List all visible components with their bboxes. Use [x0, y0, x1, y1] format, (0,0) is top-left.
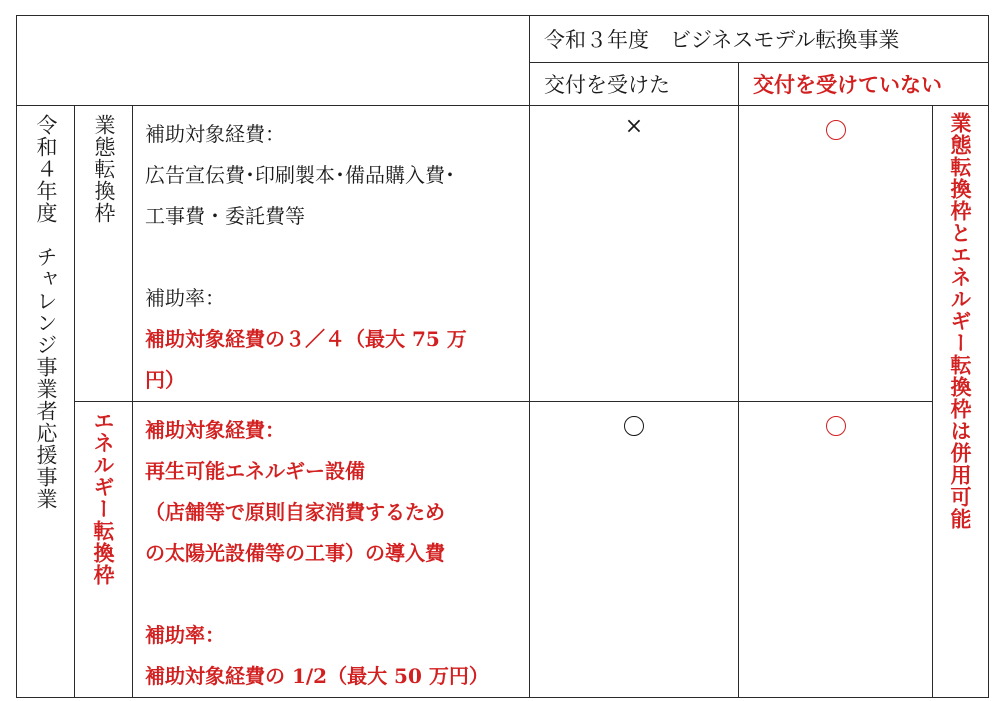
- received-mark-cell-2: [530, 402, 739, 698]
- content-cell-2: [133, 402, 530, 698]
- side-note: 業態転換枠とエネルギー転換枠は併用可能: [948, 112, 974, 530]
- received-header-cell: [530, 63, 739, 106]
- expense-detail: 広告宣伝費･印刷製本･備品購入費･: [145, 163, 455, 187]
- circle-mark: [826, 416, 846, 436]
- circle-mark: [624, 416, 644, 436]
- expense-detail: の太陽光設備等の工事）の導入費: [145, 541, 445, 565]
- received-mark-cell-1: [530, 106, 739, 402]
- spacer-line: [145, 574, 519, 615]
- not-received-mark-cell-2: [739, 402, 933, 698]
- header-empty-cell: [17, 16, 530, 106]
- expense-label: 補助対象経費：: [145, 122, 285, 146]
- not-received-header: 交付を受けていない: [753, 72, 943, 97]
- not-received-header-cell: [739, 63, 989, 106]
- not-received-mark-cell-1: [739, 106, 933, 402]
- comparison-table: [16, 15, 989, 698]
- received-header: 交付を受けた: [544, 73, 671, 97]
- category-cell-2: [75, 402, 133, 698]
- program-title: 令和３年度 ビジネスモデル転換事業: [544, 28, 900, 52]
- expense-detail: 再生可能エネルギー設備: [145, 459, 365, 483]
- category-label-business-conversion: 業態転換枠: [92, 114, 116, 224]
- category-cell-1: [75, 106, 133, 402]
- side-note-cell: [933, 106, 989, 698]
- spacer-line: [145, 237, 519, 278]
- rate-label: 補助率：: [145, 623, 225, 647]
- expense-detail: 工事費・委託費等: [145, 204, 305, 228]
- rate-detail: 補助対象経費の３／４（最大 75 万: [145, 327, 467, 351]
- expense-detail: （店舗等で原則自家消費するため: [145, 500, 445, 524]
- program-label-cell: [17, 106, 75, 698]
- rate-detail: 補助対象経費の 1/2（最大 50 万円）: [145, 664, 489, 688]
- expense-label: 補助対象経費：: [145, 418, 285, 442]
- program-label: 令和４年度 チャレンジ事業者応援事業: [34, 114, 58, 510]
- rate-label: 補助率：: [145, 286, 225, 310]
- cross-mark: ×: [624, 114, 644, 139]
- circle-mark: [826, 120, 846, 140]
- rate-detail: 円）: [145, 368, 185, 392]
- category-label-energy-conversion: エネルギー転換枠: [91, 410, 116, 586]
- content-cell-1: [133, 106, 530, 402]
- program-title-cell: [530, 16, 989, 63]
